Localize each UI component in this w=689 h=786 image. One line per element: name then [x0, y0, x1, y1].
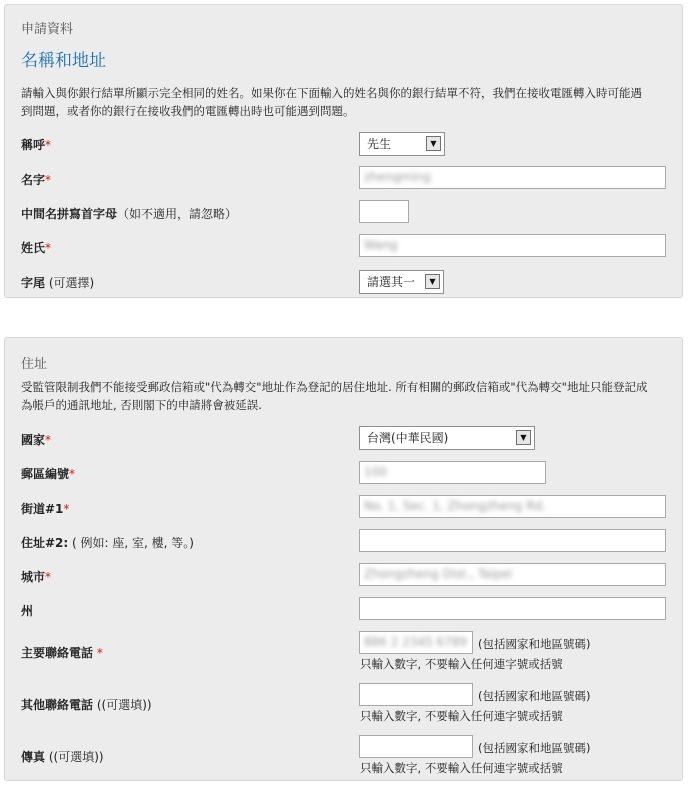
phone-format-suffix: (包括國家和地區號碼)	[478, 741, 591, 755]
address2-input[interactable]	[359, 529, 666, 552]
required-marker: *	[45, 138, 52, 152]
postal-code-input[interactable]	[359, 461, 546, 484]
middle-initial-label-text: 中間名拼寫首字母	[21, 207, 118, 221]
primary-phone-label-text: 主要聯絡電話	[21, 646, 94, 660]
other-phone-input[interactable]	[359, 683, 473, 706]
middle-initial-label	[21, 205, 237, 222]
state-label-text: 州	[21, 604, 34, 618]
section-label: 申請資料	[21, 22, 74, 37]
salutation-value: 先生	[367, 137, 392, 151]
name-address-panel	[4, 4, 683, 298]
suffix-label	[21, 274, 94, 291]
street1-value: No. 1, Sec. 1, Zhongzheng Rd.	[364, 499, 546, 513]
country-label-text: 國家	[21, 433, 46, 447]
state-label	[21, 602, 33, 619]
dropdown-arrow-icon[interactable]: ▼	[426, 136, 441, 151]
primary-phone-input[interactable]	[359, 631, 473, 654]
description-line: 為帳戶的通訊地址, 否則閣下的申請將會被延誤.	[21, 398, 262, 412]
description-line: 請輸入與你銀行結單所顯示完全相同的姓名。如果你在下面輸入的姓名與你的銀行結單不符，我們在接收電匯轉入時可能遇	[21, 86, 642, 100]
salutation-label	[21, 136, 51, 153]
description-line: 到問題，或者你的銀行在接收我們的電匯轉出時也可能遇到問題。	[21, 104, 355, 118]
city-value: Zhongzheng Dist., Taipei	[364, 567, 513, 581]
fax-label	[21, 748, 104, 765]
required-marker: *	[69, 467, 76, 481]
first-name-label	[21, 171, 51, 188]
required-marker: *	[63, 502, 70, 516]
fax-input[interactable]	[359, 735, 473, 758]
last-name-input[interactable]	[359, 234, 666, 257]
city-label-text: 城市	[21, 570, 46, 584]
required-marker: *	[45, 241, 52, 255]
phone-format-hint: 只輸入數字, 不要輸入任何連字號或括號	[360, 709, 563, 723]
phone-format-hint: 只輸入數字, 不要輸入任何連字號或括號	[360, 657, 563, 671]
address2-label	[21, 534, 194, 551]
section-label: 住址	[21, 357, 48, 372]
suffix-select[interactable]	[359, 270, 444, 294]
city-label	[21, 568, 51, 585]
primary-phone-label	[21, 644, 103, 661]
salutation-label-text: 稱呼	[21, 138, 46, 152]
first-name-value: zhengming	[364, 170, 431, 184]
other-phone-label	[21, 696, 152, 713]
street1-label	[21, 500, 69, 517]
required-marker: *	[45, 173, 52, 187]
section-title: 名稱和地址	[21, 51, 106, 71]
required-marker: *	[93, 646, 103, 660]
address2-note: ( 例如: 座, 室, 樓, 等。)	[68, 536, 194, 550]
suffix-value: 請選其一	[367, 275, 416, 289]
suffix-label-text: 字尾	[21, 276, 46, 290]
phone-format-suffix: (包括國家和地區號碼)	[478, 689, 591, 703]
optional-note: ((可選填))	[93, 698, 152, 712]
middle-initial-note: （如不適用，請忽略）	[117, 207, 238, 221]
street1-input[interactable]	[359, 495, 666, 518]
section-description	[21, 378, 681, 414]
required-marker: *	[45, 570, 52, 584]
residential-address-panel	[4, 337, 683, 781]
country-select[interactable]	[359, 426, 535, 450]
city-input[interactable]	[359, 563, 666, 586]
salutation-select[interactable]	[359, 132, 445, 156]
dropdown-arrow-icon[interactable]: ▼	[425, 274, 440, 289]
section-description	[21, 84, 681, 120]
phone-format-hint: 只輸入數字, 不要輸入任何連字號或括號	[360, 761, 563, 775]
optional-note: ((可選填))	[45, 750, 104, 764]
country-value: 台灣(中華民國)	[367, 431, 449, 445]
address2-label-text: 住址#2:	[21, 536, 69, 550]
first-name-input[interactable]	[359, 166, 666, 189]
fax-label-text: 傳真	[21, 750, 46, 764]
description-line: 受監管限制我們不能接受郵政信箱或"代為轉交"地址作為登記的居住地址. 所有相關的郵政信箱或"代為轉交"地址只能登記成	[21, 380, 648, 394]
required-marker: *	[45, 433, 52, 447]
last-name-value: Wang	[364, 238, 398, 252]
primary-phone-value: 886 2 2345 6789	[364, 635, 468, 649]
last-name-label-text: 姓氏	[21, 241, 46, 255]
middle-initial-input[interactable]	[359, 200, 409, 223]
last-name-label	[21, 239, 51, 256]
other-phone-label-text: 其他聯絡電話	[21, 698, 94, 712]
state-input[interactable]	[359, 597, 666, 620]
postal-code-label-text: 郵區編號	[21, 467, 70, 481]
phone-format-suffix: (包括國家和地區號碼)	[478, 637, 591, 651]
suffix-note: (可選擇)	[45, 276, 95, 290]
first-name-label-text: 名字	[21, 173, 46, 187]
dropdown-arrow-icon[interactable]: ▼	[516, 430, 531, 445]
postal-code-value: 100	[364, 465, 387, 479]
street1-label-text: 街道#1	[21, 502, 64, 516]
country-label	[21, 431, 51, 448]
postal-code-label	[21, 465, 75, 482]
